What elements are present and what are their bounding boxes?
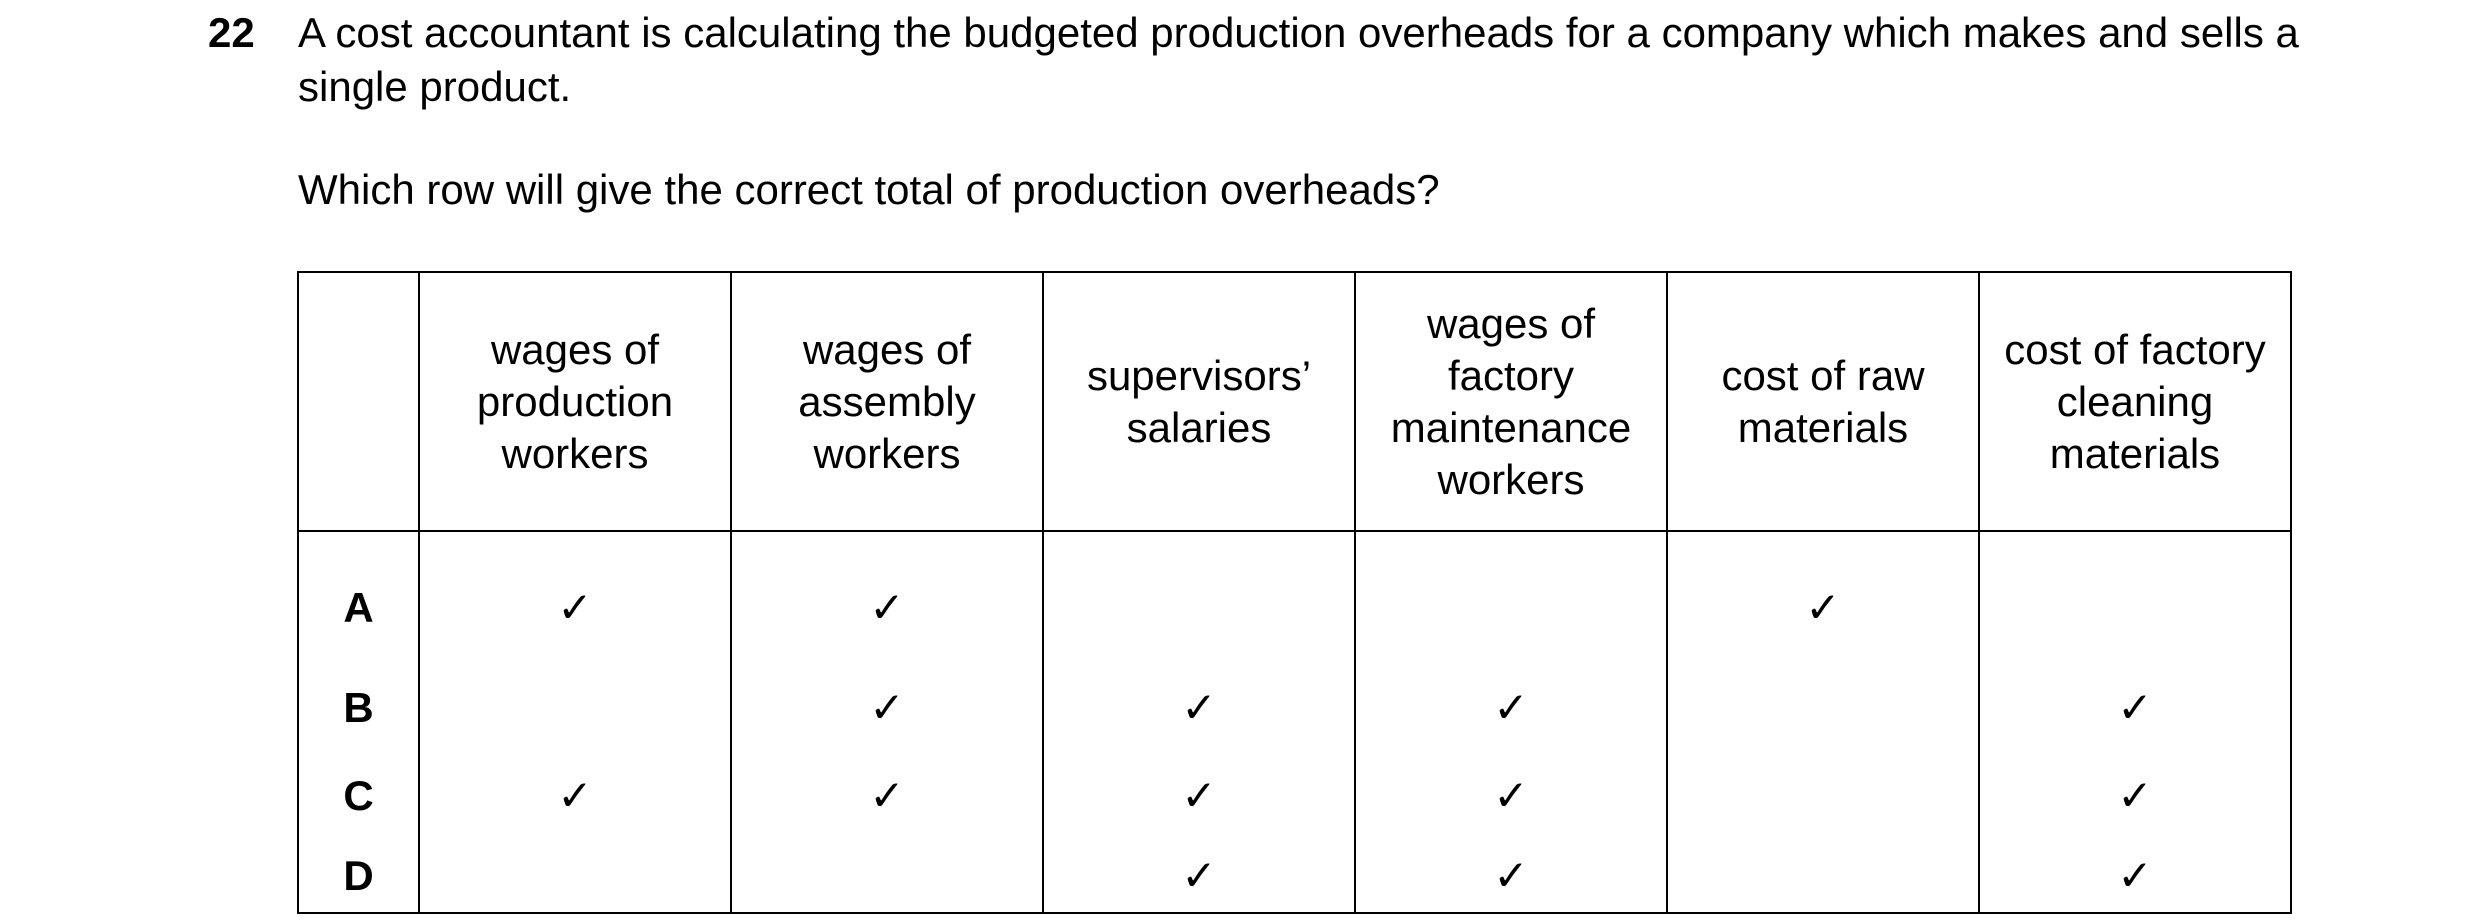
option-row-d	[298, 840, 2291, 913]
option-cell	[1979, 664, 2291, 752]
tick-mark: ✓	[869, 583, 905, 632]
option-cell	[419, 664, 731, 752]
header-row	[298, 272, 2291, 531]
option-cell	[1355, 752, 1667, 840]
option-cell	[1979, 531, 2291, 664]
option-cell	[1043, 531, 1355, 664]
tick-mark: ✓	[1493, 683, 1529, 732]
tick-mark: ✓	[2117, 683, 2153, 732]
header-cleaning-materials: cost of factory cleaning materials	[1979, 272, 2291, 531]
options-table	[297, 271, 2292, 914]
option-cell	[731, 840, 1043, 913]
option-cell	[1667, 752, 1979, 840]
option-cell	[1667, 531, 1979, 664]
header-raw-materials: cost of raw materials	[1667, 272, 1979, 531]
question-number: 22	[208, 9, 255, 56]
option-cell	[1979, 752, 2291, 840]
option-cell	[1667, 840, 1979, 913]
option-cell	[1979, 840, 2291, 913]
option-cell	[731, 752, 1043, 840]
header-assembly-wages: wages of assembly workers	[731, 272, 1043, 531]
option-cell	[1043, 752, 1355, 840]
option-label: C	[298, 752, 419, 840]
tick-mark: ✓	[1805, 583, 1841, 632]
tick-mark: ✓	[1181, 683, 1217, 732]
option-cell	[1355, 840, 1667, 913]
option-cell	[731, 664, 1043, 752]
tick-mark: ✓	[2117, 851, 2153, 900]
tick-mark: ✓	[1181, 771, 1217, 820]
option-cell	[1355, 664, 1667, 752]
option-row-b	[298, 664, 2291, 752]
option-cell	[1043, 840, 1355, 913]
header-production-wages: wages of production workers	[419, 272, 731, 531]
option-row-a	[298, 531, 2291, 664]
option-cell	[1355, 531, 1667, 664]
option-label: A	[298, 531, 419, 664]
tick-mark: ✓	[2117, 771, 2153, 820]
tick-mark: ✓	[869, 771, 905, 820]
option-cell	[419, 531, 731, 664]
option-cell	[1667, 664, 1979, 752]
option-cell	[731, 531, 1043, 664]
option-cell	[419, 752, 731, 840]
header-blank-cell	[298, 272, 419, 531]
tick-mark: ✓	[1181, 851, 1217, 900]
header-supervisors-salaries: supervisors’ salaries	[1043, 272, 1355, 531]
question-prompt: Which row will give the correct total of production overheads?	[298, 166, 1440, 213]
option-cell	[419, 840, 731, 913]
tick-mark: ✓	[869, 683, 905, 732]
options-body	[298, 531, 2291, 913]
header-maintenance-wages: wages of factory maintenance workers	[1355, 272, 1667, 531]
option-label: B	[298, 664, 419, 752]
option-row-c	[298, 752, 2291, 840]
tick-mark: ✓	[557, 583, 593, 632]
option-cell	[1043, 664, 1355, 752]
tick-mark: ✓	[557, 771, 593, 820]
tick-mark: ✓	[1493, 771, 1529, 820]
tick-mark: ✓	[1493, 851, 1529, 900]
option-label: D	[298, 840, 419, 913]
question-text: A cost accountant is calculating the budgeted production overheads for a company which makes and sells a single product.	[298, 9, 2299, 110]
